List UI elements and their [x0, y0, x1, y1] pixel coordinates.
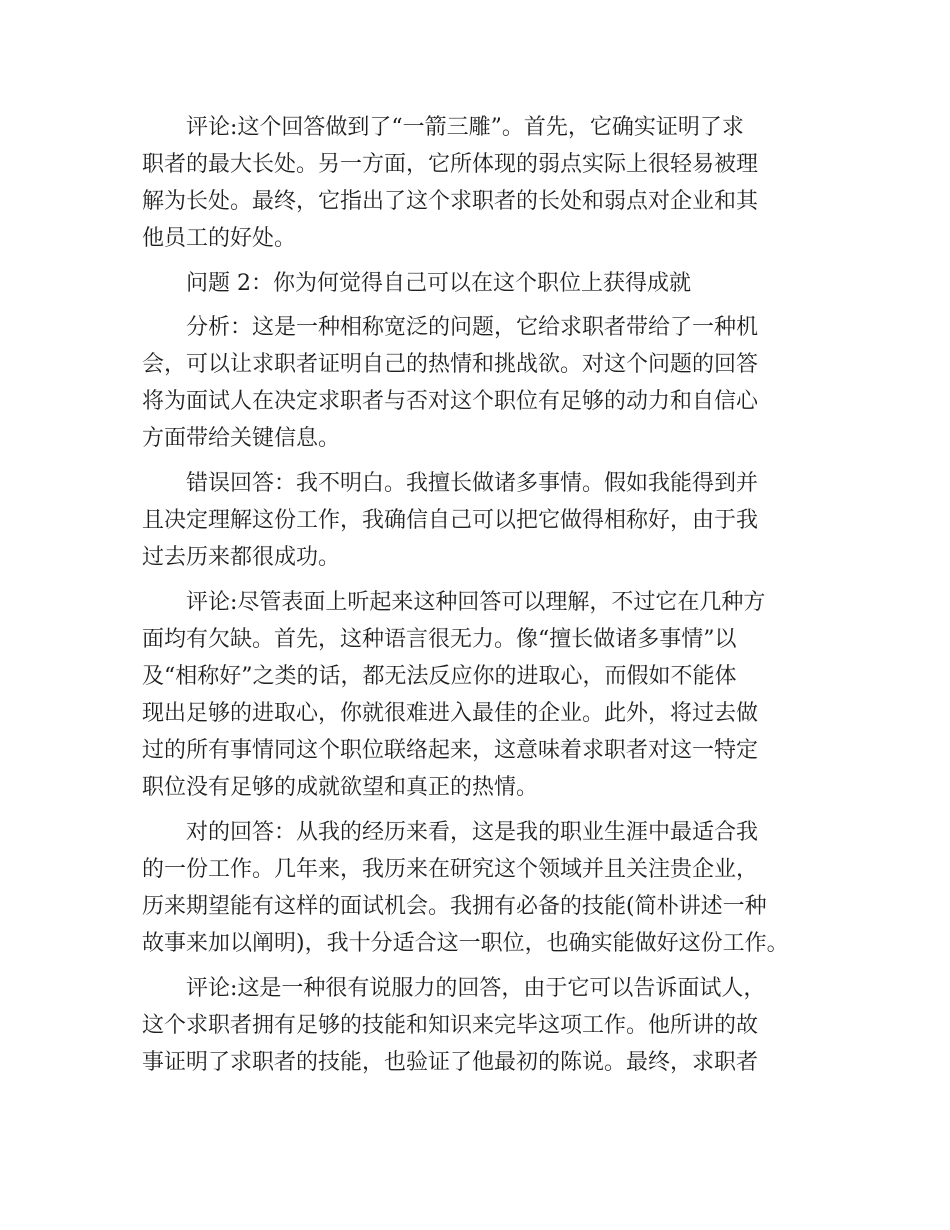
question-heading: 问题 2：你为何觉得自己可以在这个职位上获得成就 [186, 271, 691, 296]
paragraph-line: 故事来加以阐明)，我十分适合这一职位，也确实能做好这份工作。 [142, 931, 789, 956]
paragraph-line: 过的所有事情同这个职位联络起来，这意味着求职者对这一特定 [142, 738, 759, 763]
paragraph-line: 的一份工作。几年来，我历来在研究这个领域并且关注贵企业， [142, 857, 759, 882]
paragraph-line: 现出足够的进取心，你就很难进入最佳的企业。此外，将过去做 [142, 701, 759, 726]
paragraph-line: 分析：这是一种相称宽泛的问题，它给求职者带给了一种机 [186, 315, 759, 340]
paragraph-line: 他员工的好处。 [142, 226, 297, 251]
paragraph-line: 评论:这是一种很有说服力的回答，由于它可以告诉面试人， [186, 976, 766, 1001]
paragraph-line: 职位没有足够的成就欲望和真正的热情。 [142, 775, 539, 800]
paragraph-line: 且决定理解这份工作，我确信自己可以把它做得相称好，由于我 [142, 508, 759, 533]
paragraph-line: 职者的最大长处。另一方面，它所体现的弱点实际上很轻易被理 [142, 152, 759, 177]
paragraph-line: 历来期望能有这样的面试机会。我拥有必备的技能(简朴讲述一种 [142, 894, 767, 919]
paragraph-line: 解为长处。最终，它指出了这个求职者的长处和弱点对企业和其 [142, 189, 759, 214]
paragraph-line: 评论:这个回答做到了“一箭三雕”。首先，它确实证明了求 [186, 115, 744, 140]
paragraph-line: 这个求职者拥有足够的技能和知识来完毕这项工作。他所讲的故 [142, 1013, 759, 1038]
paragraph-line: 评论:尽管表面上听起来这种回答可以理解，不过它在几种方 [186, 590, 766, 615]
paragraph-line: 错误回答：我不明白。我擅长做诸多事情。假如我能得到并 [186, 471, 759, 496]
paragraph-line: 将为面试人在决定求职者与否对这个职位有足够的动力和自信心 [142, 389, 759, 414]
paragraph-line: 过去历来都很成功。 [142, 545, 341, 570]
paragraph-line: 方面带给关键信息。 [142, 426, 341, 451]
paragraph-line: 事证明了求职者的技能，也验证了他最初的陈说。最终，求职者 [142, 1050, 759, 1075]
paragraph-line: 对的回答：从我的经历来看，这是我的职业生涯中最适合我 [186, 820, 759, 845]
paragraph-line: 面均有欠缺。首先，这种语言很无力。像“擅长做诸多事情”以 [142, 627, 737, 652]
paragraph-line: 会，可以让求职者证明自己的热情和挑战欲。对这个问题的回答 [142, 352, 759, 377]
paragraph-line: 及“相称好”之类的话，都无法反应你的进取心，而假如不能体 [142, 664, 737, 689]
